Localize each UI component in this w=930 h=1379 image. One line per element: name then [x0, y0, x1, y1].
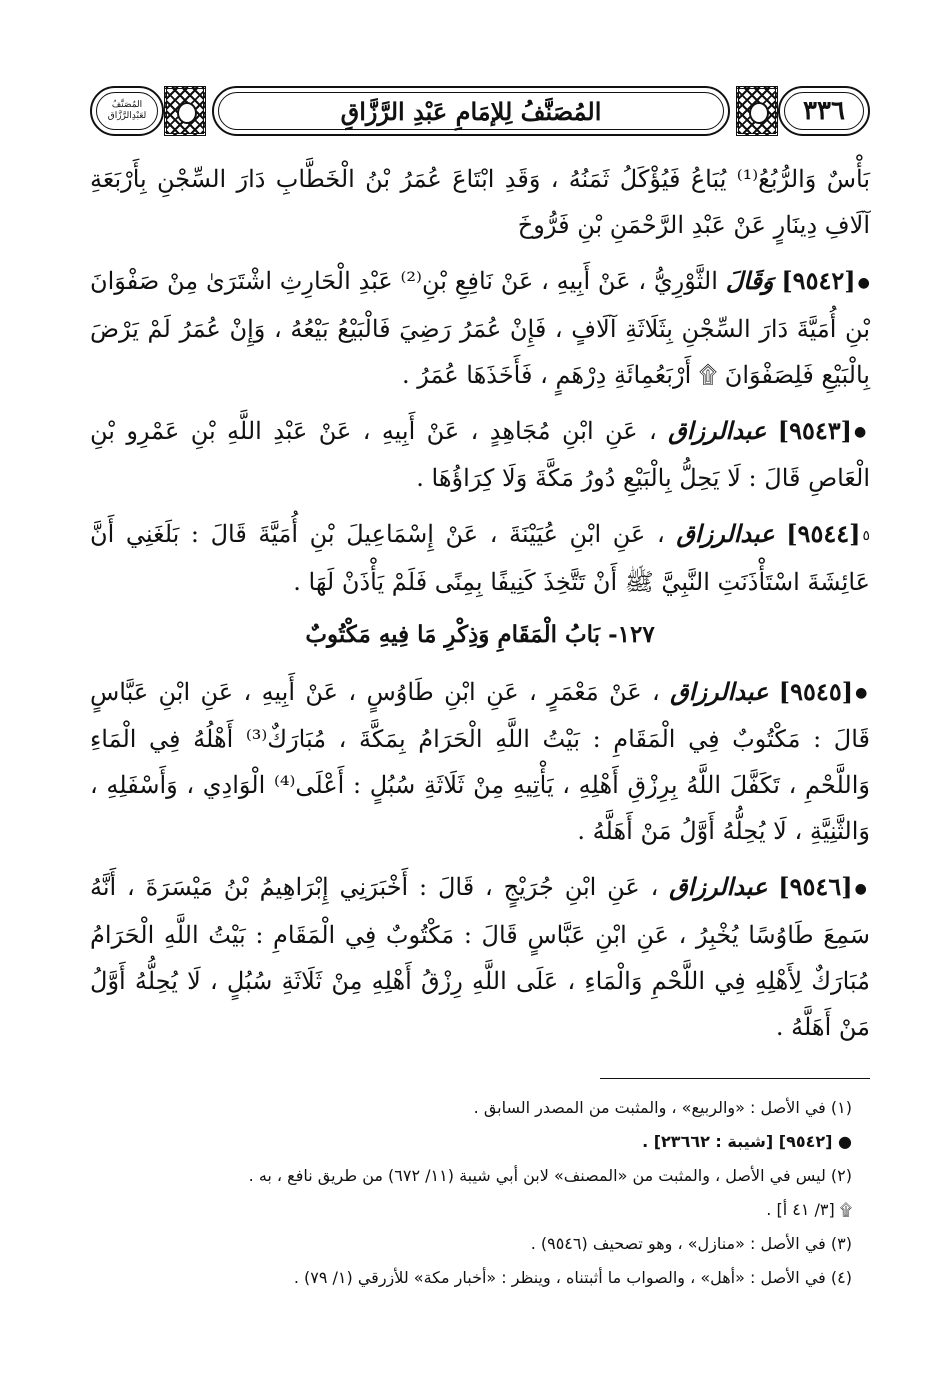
- footnotes: [90, 1091, 870, 1295]
- hadith-lead: عبدالرزاق: [670, 676, 769, 706]
- book-page: [90, 80, 870, 1340]
- footnote: (٣) في الأصل : «منازل» ، وهو تصحيف (٩٥٤٦) .: [530, 1233, 852, 1253]
- hadith-text: ، عَنْ مَعْمَرٍ ، عَنِ ابْنِ طَاوُسٍ ، عَنْ أَبِيهِ ، عَنِ ابْنِ عَبَّاسٍ قَالَ : مَكْتُوبٌ فِي الْمَقَامِ : بَيْتُ اللَّهِ الْحَرَامُ بِمَكَّةَ ، مُبَارَكٌ⁽³⁾ أَهْلُهُ فِي الْمَاءِ وَاللَّحْمِ ، تَكَفَّلَ اللَّهُ بِرِزْقِ أَهْلِهِ ، يَأْتِيهِ مِنْ ثَلَاثَةِ سُبُلٍ : أَعْلَى⁽⁴⁾ الْوَادِي ، وَأَسْفَلِهِ ، وَالثَّنِيَّةِ ، لَا يُحِلُّهُ أَوَّلُ مَنْ أَهَلَّهُ .: [90, 677, 870, 845]
- footnote: (١) في الأصل : «والربيع» ، والمثبت من المصدر السابق .: [473, 1097, 852, 1117]
- seal-line-1: المُصَنَّفُ: [111, 100, 143, 110]
- book-seal-logo: [90, 86, 164, 136]
- hadith-number: [٩٥٤٥]: [778, 676, 854, 706]
- hadith-text: ، عَنِ ابْنِ جُرَيْجٍ ، قَالَ : أَخْبَرَنِي إِبْرَاهِيمُ بْنُ مَيْسَرَةَ ، أَنَّهُ سَمِعَ طَاوُسًا يُخْبِرُ ، عَنِ ابْنِ عَبَّاسٍ قَالَ : مَكْتُوبٌ فِي الْمَقَامِ : بَيْتُ اللَّهِ الْحَرَامُ مُبَارَكٌ لِأَهْلِهِ فِي اللَّحْمِ وَالْمَاءِ ، عَلَى اللَّهِ رِزْقُ أَهْلِهِ مِنْ ثَلَاثَةِ سُبُلٍ ، لَا يُحِلُّهُ أَوَّلُ مَنْ أَهَلَّهُ .: [90, 873, 870, 1041]
- hadith-9546: [90, 864, 870, 1050]
- alt-bullet-icon: ٥: [862, 527, 870, 544]
- ornament-left-icon: [164, 86, 206, 136]
- bullet-icon: ●: [855, 685, 871, 701]
- paragraph-text: بَأْسٌ وَالرُّبُعُ⁽¹⁾ يُبَاعُ فَيُؤْكَلُ ثَمَنُهُ ، وَقَدِ ابْتَاعَ عُمَرُ بْنُ الْخَطَّابِ دَارَ السِّجْنِ بِأَرْبَعَةِ آلَافِ دِينَارٍ عَنْ عَبْدِ الرَّحْمَنِ بْنِ فَرُّوخَ: [90, 165, 871, 239]
- hadith-number: [٩٥٤٣]: [777, 415, 853, 445]
- footnote-manuscript-ref: ۩ [٣/ ٤١ أ] .: [766, 1199, 852, 1219]
- hadith-number: [٩٥٤٢]: [781, 266, 856, 295]
- hadith-lead: عبدالرزاق: [676, 519, 775, 548]
- page-header: [90, 80, 870, 142]
- hadith-text: الثَّوْرِيُّ ، عَنْ أَبِيهِ ، عَنْ نَافِعِ بْنِ⁽²⁾ عَبْدِ الْحَارِثِ اشْتَرَىٰ مِنْ صَفْوَانَ بْنِ أُمَيَّةَ دَارَ السِّجْنِ بِثَلَاثَةِ آلَافٍ ، فَإِنْ عُمَرُ رَضِيَ فَالْبَيْعُ بَيْعُهُ ، وَإِنْ عُمَرُ لَمْ يَرْضَ بِالْبَيْعِ فَلِصَفْوَانَ ۩ أَرْبَعُمِائَةِ دِرْهَمٍ ، فَأَخَذَهَا عُمَرُ .: [90, 267, 870, 389]
- bullet-icon: ●: [857, 274, 870, 291]
- hadith-text: ، عَنِ ابْنِ عُيَيْنَةَ ، عَنْ إِسْمَاعِيلَ بْنِ أُمَيَّةَ قَالَ : بَلَغَنِي أَنَّ عَائِشَةَ اسْتَأْذَنَتِ النَّبِيَّ ﷺ أَنْ تَتَّخِذَ كَنِيفًا بِمِنًى فَلَمْ يَأْذَنْ لَهَا .: [90, 520, 870, 596]
- hadith-9544: [90, 511, 870, 605]
- bullet-icon: ●: [854, 880, 870, 897]
- page-number-medallion: [778, 86, 870, 136]
- page-number: ٣٣٦: [803, 96, 845, 126]
- running-title: المُصَنَّفُ لِلإمَامِ عَبْدِ الرَّزَّاقِ: [340, 96, 602, 126]
- hadith-9542: [90, 258, 870, 398]
- hadith-number: [٩٥٤٤]: [786, 519, 861, 548]
- hadith-lead: عبدالرزاق: [668, 415, 767, 445]
- hadith-9545: [90, 669, 870, 855]
- ornament-right-icon: [736, 86, 778, 136]
- chapter-heading: ١٢٧- بَابُ الْمَقَامِ وَذِكْرِ مَا فِيهِ مَكْتُوبٌ: [305, 620, 655, 648]
- bullet-icon: ●: [854, 424, 870, 440]
- main-text: [90, 156, 870, 1050]
- footnote: (٤) في الأصل : «أهل» ، والصواب ما أثبتناه ، وينظر : «أخبار مكة» للأزرقي (١/ ٧٩) .: [293, 1267, 852, 1287]
- hadith-lead: عبدالرزاق: [669, 872, 768, 901]
- hadith-number: [٩٥٤٦]: [778, 872, 853, 901]
- paragraph: [90, 156, 870, 248]
- footnote-divider: [600, 1078, 870, 1079]
- footnote-reference: ● [٩٥٤٢] [شيبة : ٢٣٦٦٢] .: [642, 1131, 852, 1151]
- seal-line-2: لعَبْدِالرَّزَّاق: [107, 111, 147, 121]
- hadith-text: ، عَنِ ابْنِ مُجَاهِدٍ ، عَنْ أَبِيهِ ، عَنْ عَبْدِ اللَّهِ بْنِ عَمْرِو بْنِ الْعَاصِ قَالَ : لَا يَحِلُّ بِالْبَيْعِ دُورُ مَكَّةَ وَلَا كِرَاؤُهَا .: [90, 416, 870, 492]
- running-title-cartouche: [212, 86, 730, 136]
- footnote: (٢) ليس في الأصل ، والمثبت من «المصنف» لابن أبي شيبة (١١/ ٦٧٢) من طريق نافع ، به .: [248, 1165, 852, 1185]
- hadith-9543: [90, 408, 870, 502]
- hadith-lead: وَقَالَ: [725, 266, 774, 295]
